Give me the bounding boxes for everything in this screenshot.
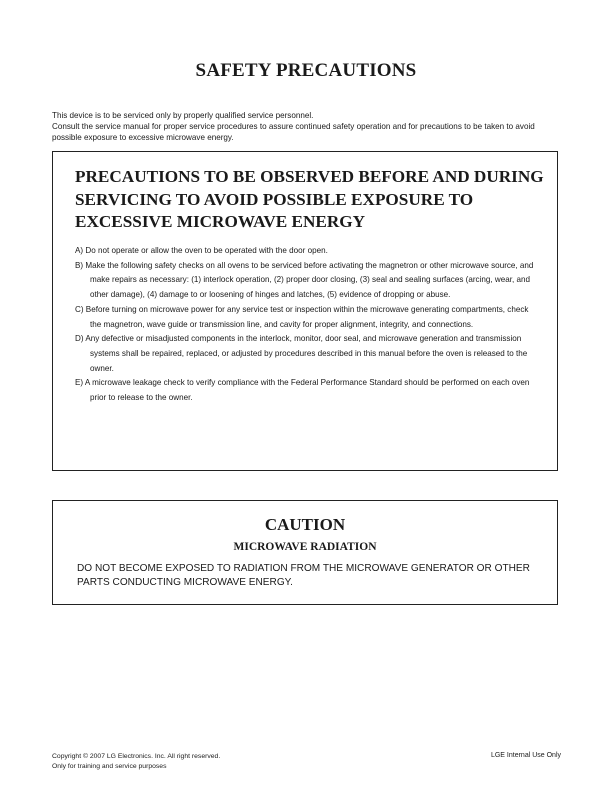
precaution-item-e: E) A microwave leakage check to verify compliance with the Federal Performance Standard should be performed on each oven prior to release to the owner. bbox=[75, 378, 530, 403]
precautions-heading: PRECAUTIONS TO BE OBSERVED BEFORE AND DURING SERVICING TO AVOID POSSIBLE EXPOSURE TO EXCESSIVE MICROWAVE ENERGY bbox=[75, 167, 544, 231]
page-title: SAFETY PRECAUTIONS bbox=[195, 60, 417, 81]
caution-subtitle: MICROWAVE RADIATION bbox=[233, 541, 377, 553]
footer-copyright: Copyright © 2007 LG Electronics. Inc. All right reserved. bbox=[52, 753, 221, 760]
precautions-list bbox=[75, 244, 541, 406]
intro-line-1: This device is to be serviced only by properly qualified service personnel. bbox=[52, 111, 314, 120]
precaution-item-c: C) Before turning on microwave power for any service test or inspection within the microwave generating compartments, check the magnetron, wave guide or transmission line, and cavity for proper alignment, integrity, and connections. bbox=[75, 304, 529, 329]
precautions-box bbox=[52, 151, 558, 471]
precaution-item-d: D) Any defective or misadjusted components in the interlock, monitor, door seal, and microwave generation and transmission systems shall be repaired, replaced, or adjusted by procedures described in this manual before the oven is released to the owner. bbox=[75, 334, 528, 373]
caution-title: CAUTION bbox=[264, 515, 346, 534]
footer-usage: Only for training and service purposes bbox=[52, 763, 167, 770]
intro-line-2: Consult the service manual for proper service procedures to assure continued safety operation and for precautions to be taken to avoid possible exposure to excessive microwave energy. bbox=[52, 122, 535, 143]
caution-box bbox=[52, 500, 558, 605]
precaution-item-b: B) Make the following safety checks on all ovens to be serviced before activating the magnetron or other microwave source, and make repairs as necessary: (1) interlock operation, (2) proper door closing, (3) seal and sealing surfaces (arcing, wear, and other damage), (4) damage to or loosening of hinges and latches, (5) evidence of dropping or abuse. bbox=[75, 260, 534, 300]
footer-copyright-block bbox=[52, 752, 220, 772]
intro-text bbox=[52, 110, 562, 144]
precaution-item-a: A) Do not operate or allow the oven to be operated with the door open. bbox=[75, 246, 328, 255]
footer-internal-use: LGE Internal Use Only bbox=[490, 752, 561, 759]
caution-text: DO NOT BECOME EXPOSED TO RADIATION FROM THE MICROWAVE GENERATOR OR OTHER PARTS CONDUCTING MICROWAVE ENERGY. bbox=[77, 563, 530, 588]
